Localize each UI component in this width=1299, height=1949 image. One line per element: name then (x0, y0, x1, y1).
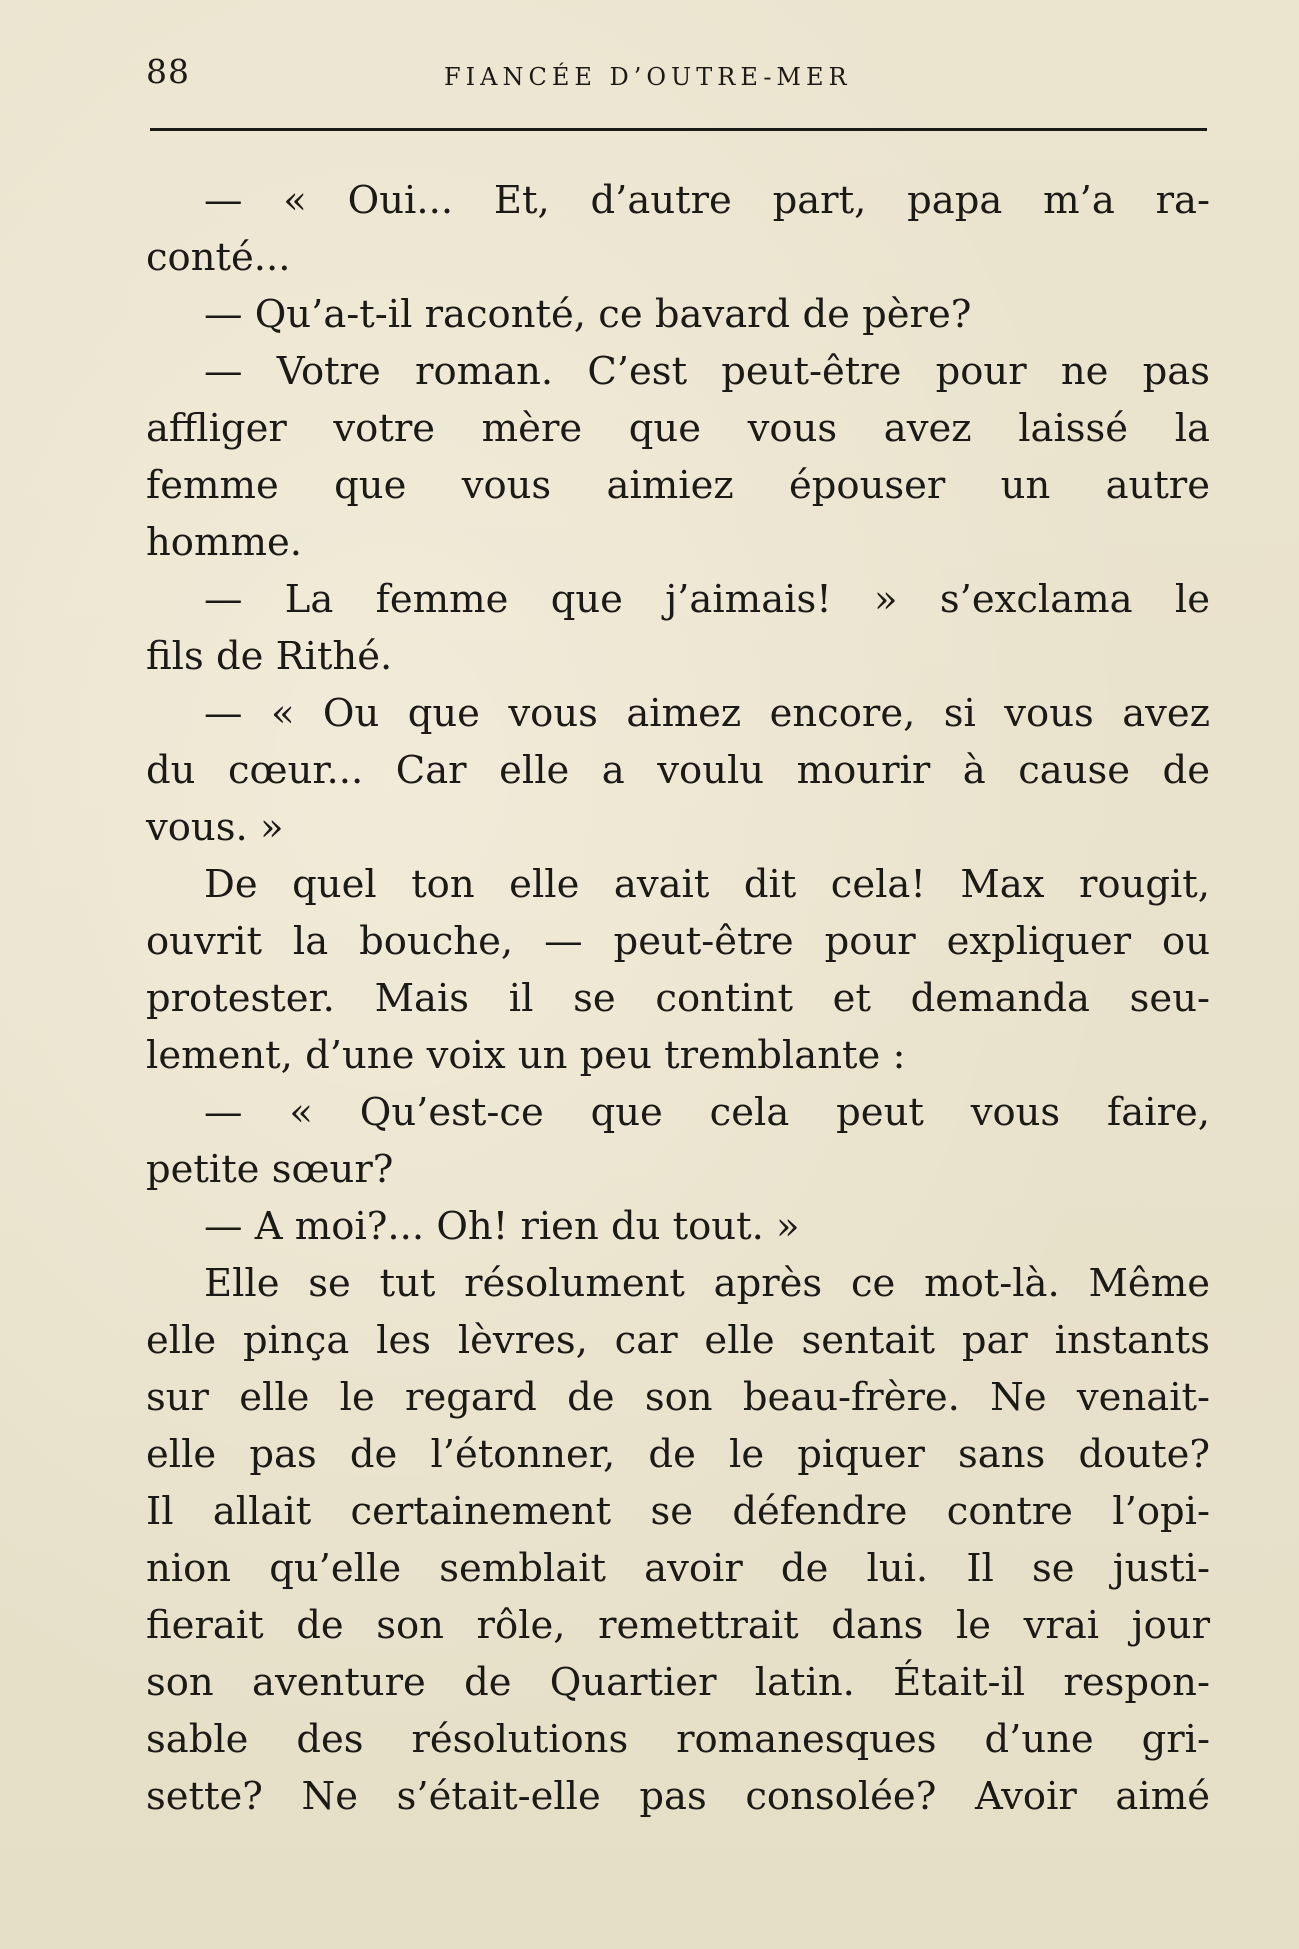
text-line: De quel ton elle avait dit cela! Max rougit, (204, 862, 1210, 907)
page-number: 88 (146, 52, 190, 91)
running-head (146, 52, 1206, 92)
text-line: elle pas de l’étonner, de le piquer sans doute? (146, 1432, 1210, 1477)
text-line: du cœur... Car elle a voulu mourir à cause de (146, 748, 1210, 793)
text-line: ouvrit la bouche, — peut-être pour expliquer ou (146, 919, 1210, 964)
text-line: sur elle le regard de son beau-frère. Ne venait- (146, 1375, 1210, 1420)
text-line: — La femme que j’aimais! » s’exclama le (204, 577, 1210, 622)
text-line: Elle se tut résolument après ce mot-là. Même (204, 1261, 1210, 1306)
text-line: petite sœur? (146, 1147, 394, 1192)
text-line: — « Ou que vous aimez encore, si vous avez (204, 691, 1210, 736)
text-line: vous. » (146, 805, 284, 850)
text-line: nion qu’elle semblait avoir de lui. Il se justi- (146, 1546, 1210, 1591)
text-line: — A moi?... Oh! rien du tout. » (204, 1204, 800, 1249)
text-line: lement, d’une voix un peu tremblante : (146, 1033, 906, 1078)
text-line: protester. Mais il se contint et demanda seu- (146, 976, 1210, 1021)
text-line: elle pinça les lèvres, car elle sentait par instants (146, 1318, 1210, 1363)
text-line: Il allait certainement se défendre contre l’opi- (146, 1489, 1210, 1534)
text-line: — « Qu’est-ce que cela peut vous faire, (204, 1090, 1210, 1135)
text-line: — Votre roman. C’est peut-être pour ne pas (204, 349, 1210, 394)
text-line: affliger votre mère que vous avez laissé la (146, 406, 1210, 451)
text-line: fierait de son rôle, remettrait dans le vrai jour (146, 1603, 1210, 1648)
text-line: femme que vous aimiez épouser un autre (146, 463, 1210, 508)
header-rule (150, 128, 1207, 131)
text-line: sette? Ne s’était-elle pas consolée? Avoir aimé (146, 1774, 1210, 1819)
text-line: — Qu’a-t-il raconté, ce bavard de père? (204, 292, 972, 337)
text-line: — « Oui... Et, d’autre part, papa m’a ra- (204, 178, 1210, 223)
body-text (146, 172, 1210, 1825)
running-title: FIANCÉE D’OUTRE-MER (444, 63, 852, 91)
text-line: son aventure de Quartier latin. Était-il respon- (146, 1660, 1210, 1705)
text-line: conté... (146, 235, 291, 280)
text-line: sable des résolutions romanesques d’une gri- (146, 1717, 1210, 1762)
text-line: homme. (146, 520, 303, 565)
text-line: fils de Rithé. (146, 634, 393, 679)
